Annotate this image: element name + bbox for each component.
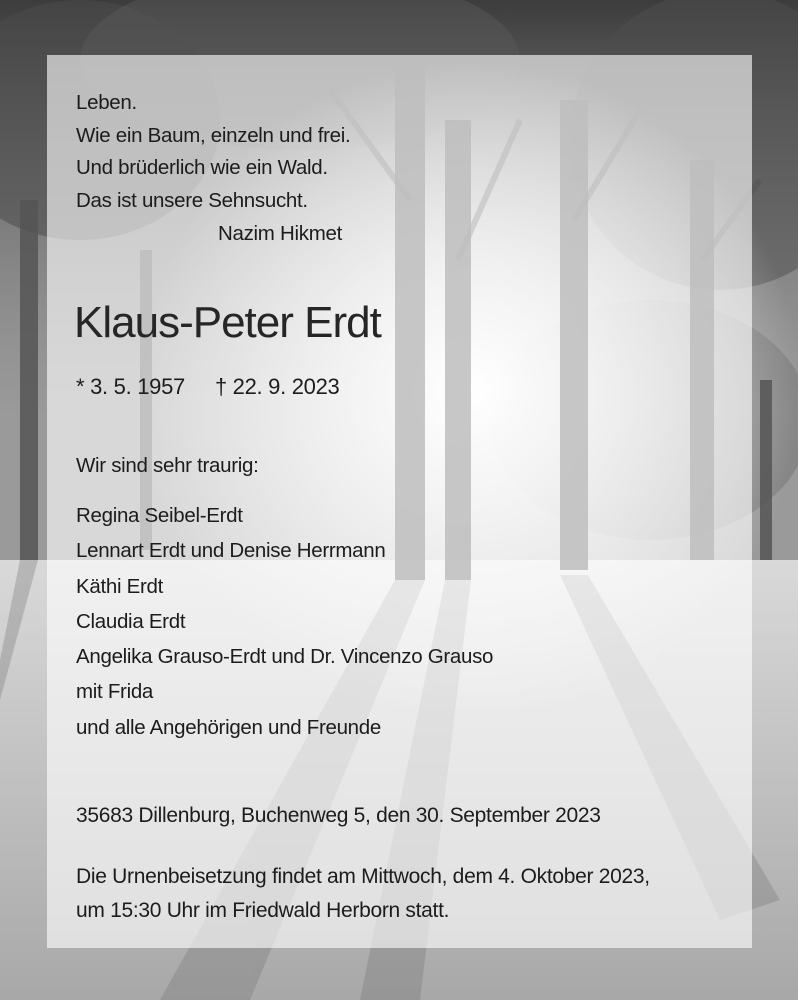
funeral-line: um 15:30 Uhr im Friedwald Herborn statt. xyxy=(76,899,450,922)
poem-line: Leben. xyxy=(76,91,137,114)
place-and-date: 35683 Dillenburg, Buchenweg 5, den 30. September 2023 xyxy=(76,804,601,827)
mourner-line: mit Frida xyxy=(76,680,154,704)
birth-date: * 3. 5. 1957 xyxy=(76,374,185,399)
poem-line: Wie ein Baum, einzeln und frei. xyxy=(76,123,351,147)
life-dates xyxy=(76,374,339,400)
deceased-name: Klaus-Peter Erdt xyxy=(74,298,381,347)
poem-line: Das ist unsere Sehnsucht. xyxy=(76,188,308,212)
mourner-line: Claudia Erdt xyxy=(76,609,186,633)
funeral-line: Die Urnenbeisetzung findet am Mittwoch, dem 4. Oktober 2023, xyxy=(76,865,650,888)
mourners-list xyxy=(76,498,493,745)
poem-line: Und brüderlich wie ein Wald. xyxy=(76,156,328,179)
poem xyxy=(76,87,350,217)
mourner-line: Käthi Erdt xyxy=(76,574,164,598)
death-date: † 22. 9. 2023 xyxy=(214,374,340,399)
funeral-info xyxy=(76,860,650,928)
mourner-line: und alle Angehörigen und Freunde xyxy=(76,715,381,739)
mourners-intro: Wir sind sehr traurig: xyxy=(76,454,259,477)
mourner-line: Lennart Erdt und Denise Herrmann xyxy=(76,539,386,563)
mourner-line: Regina Seibel-Erdt xyxy=(76,504,243,527)
mourner-line: Angelika Grauso-Erdt und Dr. Vincenzo Grauso xyxy=(76,645,494,669)
poem-author: Nazim Hikmet xyxy=(218,222,342,245)
